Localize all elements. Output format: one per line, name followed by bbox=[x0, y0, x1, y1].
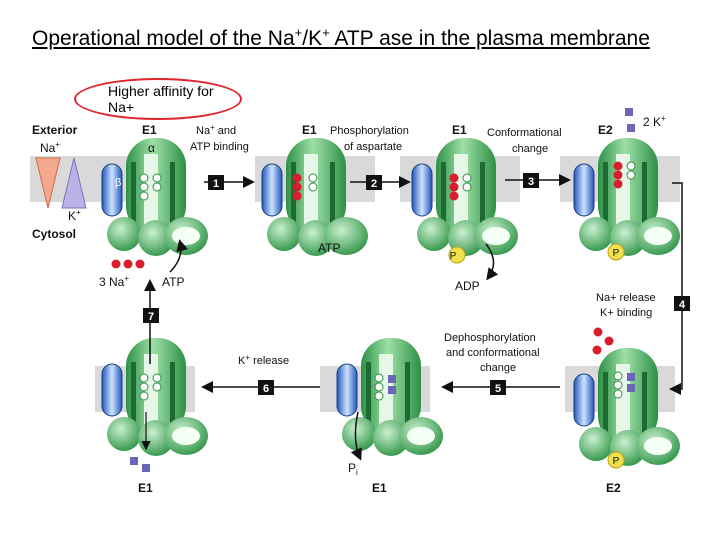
title-part3: ATP ase in the plasma membrane bbox=[329, 27, 650, 50]
na-ion-in-2 bbox=[124, 260, 133, 269]
step-5-line3: change bbox=[480, 362, 517, 374]
pi-label: $P_i$ bbox=[348, 461, 358, 477]
alpha-label: α bbox=[148, 141, 155, 155]
k-legend-label: K+ bbox=[68, 208, 81, 223]
na-released-1 bbox=[594, 328, 603, 337]
k-ion-released-2 bbox=[142, 464, 150, 472]
state-label-3: E1 bbox=[452, 123, 467, 137]
title-sup1: + bbox=[294, 25, 303, 40]
step-2-line2: of aspartate bbox=[344, 141, 403, 153]
state-label-1: E1 bbox=[142, 123, 157, 137]
step-4-line1: Na+ release bbox=[596, 292, 656, 304]
exterior-label: Exterior bbox=[32, 123, 78, 137]
step-2-line1: Phosphorylation bbox=[330, 125, 409, 137]
step-5-line1: Dephosphorylation bbox=[444, 332, 536, 344]
na-ion-in-3 bbox=[136, 260, 145, 269]
phosphate-label-4: P bbox=[612, 248, 620, 259]
state-label-6: E1 bbox=[372, 481, 387, 495]
step-3-number: 3 bbox=[527, 176, 535, 188]
step-6-line1: K+ release bbox=[238, 353, 290, 367]
step-7-number: 7 bbox=[147, 311, 155, 323]
step-4-line2: K+ binding bbox=[600, 307, 653, 319]
state-label-2: E1 bbox=[302, 123, 317, 137]
atp-bound-label: ATP bbox=[318, 241, 341, 255]
step-2-number: 2 bbox=[370, 178, 378, 190]
na-released-2 bbox=[605, 337, 614, 346]
title-part1: Operational model of the Na bbox=[32, 27, 295, 50]
pump-state-1 bbox=[102, 138, 208, 256]
three-na-label: 3 Na+ bbox=[99, 274, 130, 289]
state-label-4: E2 bbox=[598, 123, 613, 137]
title-part2: /K bbox=[302, 27, 323, 50]
state-label-7: E1 bbox=[138, 481, 153, 495]
two-k-label: 2 K+ bbox=[643, 114, 666, 129]
title-sup2: + bbox=[322, 25, 330, 40]
na-released-3 bbox=[593, 346, 602, 355]
state-label-5: E2 bbox=[606, 481, 621, 495]
k-ion-2 bbox=[627, 124, 635, 132]
affinity-note: Higher affinity for Na+ bbox=[108, 83, 214, 115]
step-3-line2: change bbox=[512, 143, 549, 155]
step-6-number: 6 bbox=[262, 383, 270, 395]
na-legend-label: Na+ bbox=[40, 140, 61, 155]
step-4-number: 4 bbox=[678, 299, 686, 311]
na-ion-in-1 bbox=[112, 260, 121, 269]
atp-in-label: ATP bbox=[162, 275, 185, 289]
cytosol-label: Cytosol bbox=[32, 227, 77, 241]
adp-label: ADP bbox=[455, 279, 480, 293]
step-4-arrow bbox=[672, 183, 682, 389]
k-ion-released-1 bbox=[130, 457, 138, 465]
step-3-line1: Conformational bbox=[487, 127, 562, 139]
step-1-line1: Na+ and bbox=[196, 123, 237, 137]
step-1-number: 1 bbox=[212, 178, 220, 190]
step-1-line2: ATP binding bbox=[190, 141, 249, 153]
k-ion-1 bbox=[625, 108, 633, 116]
beta-label: β bbox=[115, 177, 122, 189]
step-5-number: 5 bbox=[494, 383, 502, 395]
phosphate-label-5: P bbox=[612, 456, 620, 467]
phosphate-label-3: P bbox=[449, 251, 457, 262]
step-5-line2: and conformational bbox=[446, 347, 540, 359]
